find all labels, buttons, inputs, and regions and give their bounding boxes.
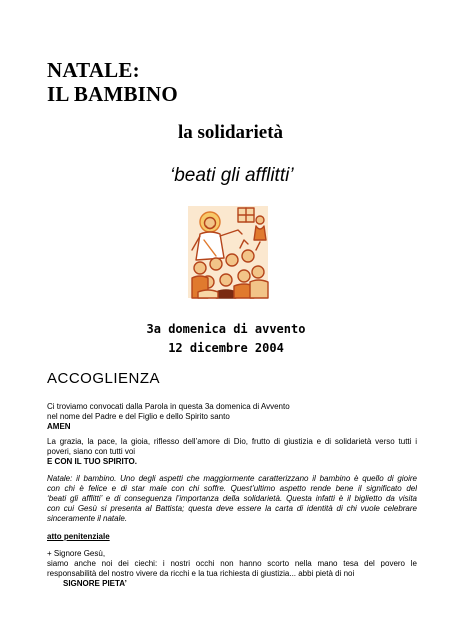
paragraph-penitential: [47, 549, 417, 589]
section-heading: ACCOGLIENZA: [47, 370, 161, 387]
title-line-1: NATALE:: [47, 58, 140, 82]
paragraph-convocation: [47, 402, 417, 432]
text-line: con cui Gesù si presenta al Battista; questa deve essere la carta di identità di chi vuole celebrare: [47, 504, 417, 513]
text-line: siamo anche noi dei ciechi: i nostri occhi non hanno scorto nella mano tesa del povero le: [47, 559, 417, 568]
paragraph-greeting: [47, 437, 417, 467]
liturgical-date: 12 dicembre 2004: [168, 341, 284, 355]
liturgical-sunday: 3a domenica di avvento: [146, 322, 306, 336]
nativity-crowd-illustration-icon: [186, 200, 270, 300]
text-line: poveri, siano con tutti voi: [47, 447, 136, 456]
paragraph-introduction: [47, 474, 417, 524]
subheading: atto penitenziale: [47, 532, 110, 541]
response-line: SIGNORE PIETA’: [63, 579, 127, 588]
text-line: Ci troviamo convocati dalla Parola in questa 3a domenica di Avvento: [47, 402, 290, 411]
text-line: nel nome del Padre e del Figlio e dello Spirito santo: [47, 412, 230, 421]
response-line: AMEN: [47, 422, 71, 431]
text-line: ‘beati gli afflitti’ e di conseguenza l’importanza della solidarietà. Questa infatti è il biglietto da visita: [47, 494, 417, 503]
text-line: con chi è felice e di star male con chi soffre. Quest’ultimo aspetto rende bene il significato del: [47, 484, 417, 493]
penitential-act-heading: [47, 532, 417, 542]
response-line: E CON IL TUO SPIRITO.: [47, 457, 137, 466]
text-line: Natale: il bambino. Uno degli aspetti che maggiormente caratterizzano il bambino è quello di gioire: [47, 474, 417, 483]
text-line: La grazia, la pace, la gioia, riflesso dell’amore di Dio, frutto di giustizia e di solidarietà verso tutti i: [47, 437, 417, 446]
subtitle: la solidarietà: [178, 122, 284, 143]
beatitude-quote: ‘beati gli afflitti’: [170, 165, 294, 186]
text-line: responsabilità del nostro vivere da ricchi e la tua richiesta di giustizia... abbi pietà di noi: [47, 569, 355, 578]
document-title: [47, 58, 178, 106]
title-line-2: IL BAMBINO: [47, 82, 178, 106]
text-line: sinceramente il natale.: [47, 514, 128, 523]
text-line: + Signore Gesù,: [47, 549, 106, 558]
